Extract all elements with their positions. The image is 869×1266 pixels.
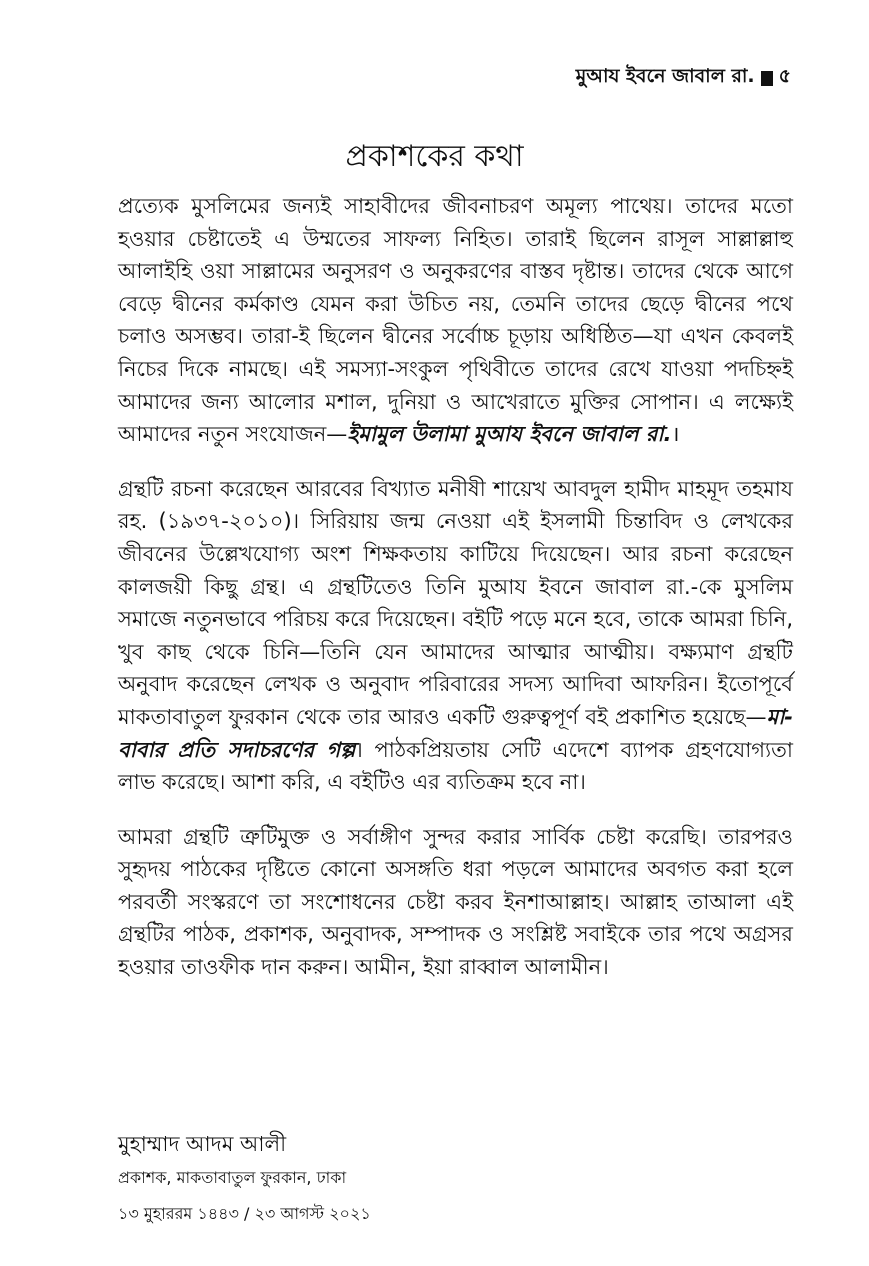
paragraph-1-end: । [671,422,680,447]
paragraph-1 [118,190,793,451]
signature-name: মুহাম্মাদ আদম আলী [118,1132,287,1156]
paragraph-2-text-a: গ্রন্থটি রচনা করেছেন আরবের বিখ্যাত মনীষী শায়েখ আবদুল হামীদ মাহমূদ তহমায রহ. (১৯৩৭-২০১০)। সিরিয়ায় জন্ম নেওয়া এই ইসলামী চিন্তাবিদ ও লেখকের জীবনের উল্লেখযোগ্য অংশ শিক্ষকতায় কাটিয়ে দিয়েছেন। আর রচনা করেছেন কালজয়ী কিছু গ্রন্থ। এ গ্রন্থটিতেও তিনি মুআয ইবনে জাবাল রা.-কে মুসলিম সমাজে নতুনভাবে পরিচয় করে দিয়েছেন। বইটি পড়ে মনে হবে, তাকে আমরা চিনি, খুব কাছ থেকে চিনি—তিনি যেন আমাদের আত্মার আত্মীয়। বক্ষ্যমাণ গ্রন্থটি অনুবাদ করেছেন লেখক ও অনুবাদ পরিবারের সদস্য আদিবা আফরিন। ইতোপূর্বে মাকতাবাতুল ফুরকান থেকে তার আরও একটি গুরুত্বপূর্ণ বই প্রকাশিত হয়েছে— [118,476,793,729]
page-title: প্রকাশকের কথা [345,139,524,174]
paragraph-1-text: প্রত্যেক মুসলিমের জন্যই সাহাবীদের জীবনাচরণ অমূল্য পাথেয়। তাদের মতো হওয়ার চেষ্টাতেই এ উম্মতের সাফল্য নিহিত। তারাই ছিলেন রাসূল সাল্লাল্লাহু আলাইহি ওয়া সাল্লামের অনুসরণ ও অনুকরণের বাস্তব দৃষ্টান্ত। তাদের থেকে আগে বেড়ে দ্বীনের কর্মকাণ্ড যেমন করা উচিত নয়, তেমনি তাদের ছেড়ে দ্বীনের পথে চলাও অসম্ভব। তারা-ই ছিলেন দ্বীনের সর্বোচ্চ চূড়ায় অধিষ্ঠিত—যা এখন কেবলই নিচের দিকে নামছে। এই সমস্যা-সংকুল পৃথিবীতে তাদের রেখে যাওয়া পদচিহ্নই আমাদের জন্য আলোর মশাল, দুনিয়া ও আখেরাতে মুক্তির সোপান। এ লক্ষ্যেই আমাদের নতুন সংযোজন— [118,194,793,447]
paragraph-2-text-b: । পাঠকপ্রিয়তায় সেটি এদেশে ব্যাপক গ্রহণযোগ্যতা লাভ করেছে। আশা করি, এ বইটিও এর ব্যতিক্রম হবে না। [118,737,793,795]
running-header [576,62,791,94]
referenced-book-emphasis: মা-বাবার প্রতি সদাচরণের গল্প [118,704,793,762]
header-block-marker [761,71,773,86]
signature-role: প্রকাশক, মাকতাবাতুল ফুরকান, ঢাকা [118,1168,347,1187]
signature-date: ১৩ মুহাররম ১৪৪৩ / ২৩ আগস্ট ২০২১ [118,1204,371,1223]
book-title-emphasis: ইমামুল উলামা মুআয ইবনে জাবাল রা. [347,422,672,447]
running-title: মুআয ইবনে জাবাল রা. [575,65,755,87]
paragraph-3: আমরা গ্রন্থটি ত্রুটিমুক্ত ও সর্বাঙ্গীণ সুন্দর করার সার্বিক চেষ্টা করেছি। তারপরও সুহৃদয় পাঠকের দৃষ্টিতে কোনো অসঙ্গতি ধরা পড়লে আমাদের অবগত করা হলে পরবর্তী সংস্করণে তা সংশোধনের চেষ্টা করব ইনশাআল্লাহ। আল্লাহ তাআলা এই গ্রন্থটির পাঠক, প্রকাশক, অনুবাদক, সম্পাদক ও সংশ্লিষ্ট সবাইকে তার পথে অগ্রসর হওয়ার তাওফীক দান করুন। আমীন, ইয়া রাব্বাল আলামীন। [118,824,793,980]
page-number: ৫ [778,65,791,87]
body-text [118,190,793,984]
signature-block [118,1128,793,1232]
paragraph-2 [118,473,793,799]
